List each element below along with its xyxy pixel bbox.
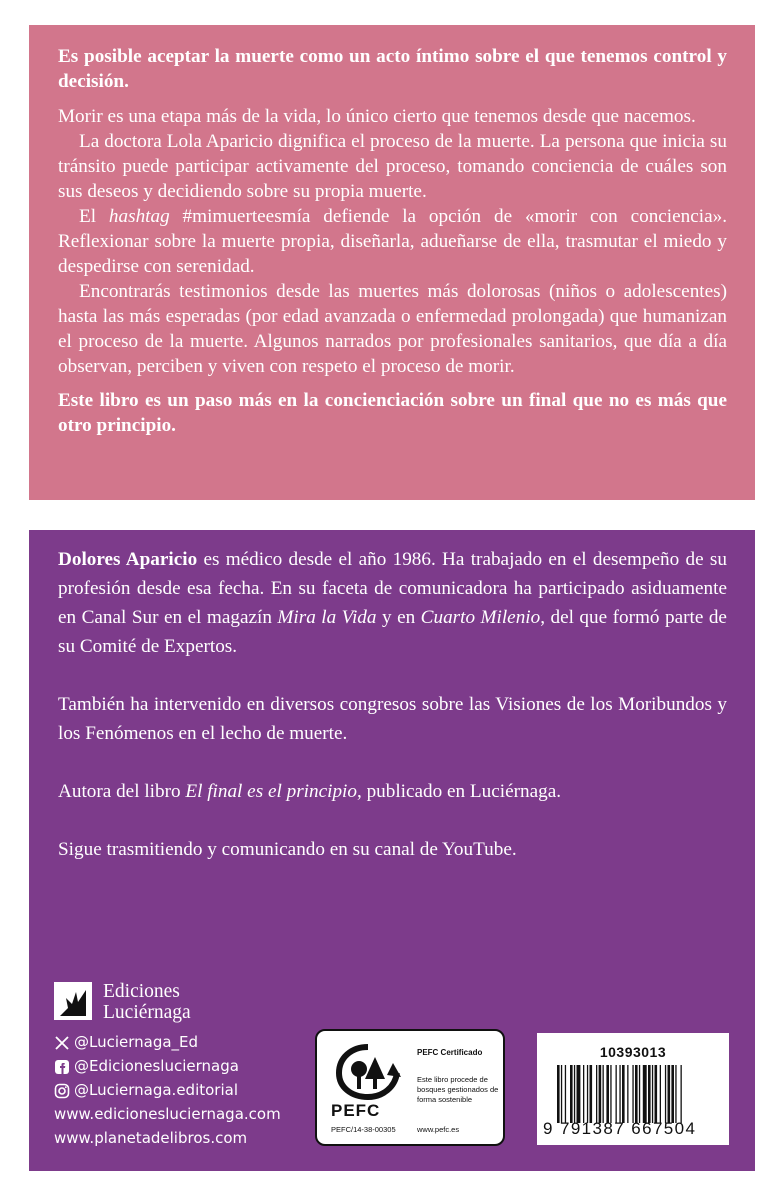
synopsis-lead: Es posible aceptar la muerte como un acto íntimo sobre el que tenemos control y decisión. bbox=[58, 46, 727, 92]
instagram-handle[interactable]: @Luciernaga.editorial bbox=[74, 1081, 238, 1099]
barcode-isbn: 9 791387 667504 bbox=[543, 1119, 697, 1138]
synopsis-p3-post: #mimuerteesmía defiende la opción de «morir con conciencia». Reflexionar sobre la muerte propia, diseñarla, adueñarse de ella, trasmutar el miedo y despedirse con serenidad. bbox=[58, 206, 727, 277]
synopsis-closing: Este libro es un paso más en la concienciación sobre un final que no es más que otro principio. bbox=[58, 390, 727, 436]
instagram-row bbox=[54, 1078, 281, 1102]
bio-p3-em: El final es el principio bbox=[185, 781, 357, 802]
pefc-title: PEFC Certificado bbox=[417, 1048, 483, 1057]
publisher-name bbox=[103, 981, 191, 1023]
publisher-name-line2: Luciérnaga bbox=[103, 1002, 191, 1023]
publisher-contacts bbox=[54, 1030, 281, 1150]
firefly-logo-icon bbox=[54, 982, 92, 1020]
bio-p1-a: es médico desde el año 1986. Ha trabajado en el desempeño de su profesión desde esa fecha. En su faceta de comunicadora ha participado asiduamente en Canal Sur en el magazín bbox=[58, 549, 727, 628]
pefc-wordmark: PEFC bbox=[331, 1101, 381, 1120]
synopsis-p3-pre: El bbox=[79, 206, 109, 227]
pefc-description: Este libro procede de bosques gestionados de forma sostenible bbox=[417, 1075, 499, 1104]
bio-paragraph-4: Sigue trasmitiendo y comunicando en su canal de YouTube. bbox=[58, 839, 517, 860]
author-bio bbox=[58, 545, 727, 893]
synopsis-panel bbox=[29, 25, 755, 500]
bio-p1-c: , del que formó parte de su Comité de Expertos. bbox=[58, 607, 727, 657]
synopsis-p3-em: hashtag bbox=[108, 206, 170, 227]
author-name: Dolores Aparicio bbox=[58, 549, 198, 570]
bio-paragraph-3 bbox=[58, 777, 727, 806]
bio-p1-em1: Mira la Vida bbox=[277, 607, 377, 628]
twitter-row bbox=[54, 1030, 281, 1054]
pefc-code: PEFC/14-38-00305 bbox=[331, 1125, 396, 1134]
isbn-barcode bbox=[537, 1033, 729, 1145]
x-icon bbox=[54, 1034, 70, 1050]
pefc-certification bbox=[315, 1029, 505, 1146]
website-2[interactable]: www.planetadelibros.com bbox=[54, 1129, 248, 1147]
bio-p1-em2: Cuarto Milenio bbox=[420, 607, 541, 628]
twitter-handle[interactable]: @Luciernaga_Ed bbox=[74, 1033, 199, 1051]
bio-p3-b: , publicado en Luciérnaga. bbox=[356, 781, 562, 802]
facebook-row bbox=[54, 1054, 281, 1078]
facebook-handle[interactable]: @Edicionesluciernaga bbox=[74, 1057, 239, 1075]
synopsis-paragraph-2: La doctora Lola Aparicio dignifica el proceso de la muerte. La persona que inicia su tránsito puede participar activamente del proceso, tomando conciencia de cuáles son sus deseos y decidiendo sobre su propia muerte. bbox=[58, 131, 727, 202]
pefc-url: www.pefc.es bbox=[417, 1125, 460, 1134]
bio-p1-b: y en bbox=[376, 607, 421, 628]
barcode-code: 10393013 bbox=[599, 1044, 667, 1060]
synopsis-paragraph-3 bbox=[58, 204, 727, 279]
synopsis-paragraph-1: Morir es una etapa más de la vida, lo único cierto que tenemos desde que nacemos. bbox=[58, 106, 696, 127]
publisher-logo bbox=[54, 982, 254, 1024]
barcode-bars-icon bbox=[557, 1065, 723, 1123]
pefc-tree-icon bbox=[333, 1043, 403, 1101]
website-1[interactable]: www.edicionesluciernaga.com bbox=[54, 1105, 281, 1123]
bio-paragraph-1 bbox=[58, 545, 727, 661]
author-panel bbox=[29, 530, 755, 1171]
facebook-icon bbox=[54, 1058, 70, 1074]
instagram-icon bbox=[54, 1082, 70, 1098]
synopsis-paragraph-4: Encontrarás testimonios desde las muertes más dolorosas (niños o adolescentes) hasta las más esperadas (por edad avanzada o enfermedad prolongada) que humanizan el proceso de la muerte. Algunos narrados por profesionales sanitarios, que día a día observan, perciben y viven con respeto el proceso de morir. bbox=[58, 281, 727, 377]
bio-p3-a: Autora del libro bbox=[58, 781, 186, 802]
bio-paragraph-2: También ha intervenido en diversos congresos sobre las Visiones de los Moribundos y los Fenómenos en el lecho de muerte. bbox=[58, 694, 727, 744]
publisher-name-line1: Ediciones bbox=[103, 981, 180, 1002]
